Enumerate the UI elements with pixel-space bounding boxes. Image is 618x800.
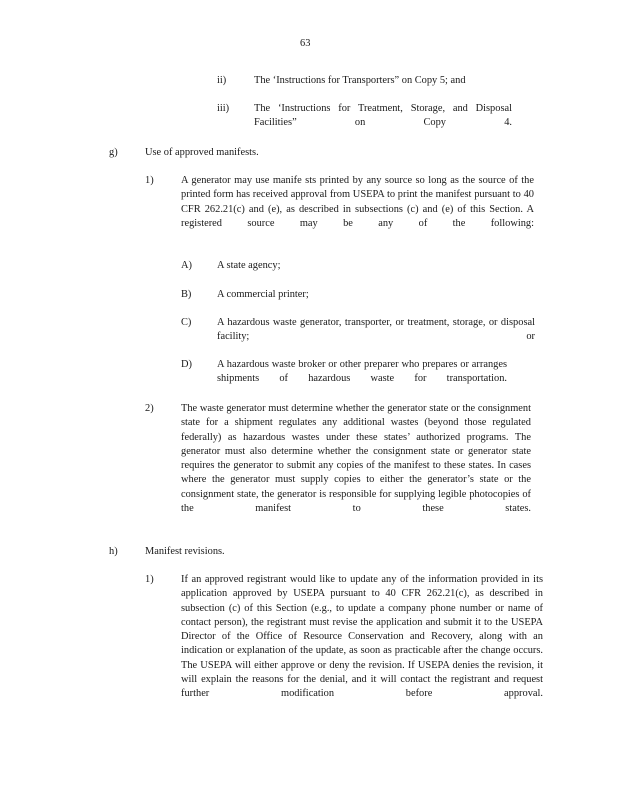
paragraph-label-h1: 1) (145, 574, 154, 585)
list-label-c: C) (181, 317, 192, 328)
section-label-h: h) (109, 546, 118, 557)
section-heading-g: Use of approved manifests. (145, 147, 259, 158)
list-label-a: A) (181, 260, 192, 271)
list-text-b: A commercial printer; (217, 289, 309, 300)
item-text-iii: The ‘Instructions for Treatment, Storage, and Disposal Facilities” on Copy 4. (254, 103, 512, 129)
section-label-g: g) (109, 147, 118, 158)
list-text-d: A hazardous waste broker or other preparer who prepares or arranges shipments of hazardous waste for transportation. (217, 359, 507, 385)
paragraph-label-g2: 2) (145, 403, 154, 414)
item-label-iii: iii) (217, 103, 230, 114)
paragraph-text-h1: If an approved registrant would like to update any of the information provided in its application approved by USEPA pursuant to 40 CFR 262.21(c), as described in subsection (c) of this Section (e.g., to update a company phone number or name of contact person), the registrant must revise the application and submit it to the USEPA Director of the Office of Resource Conservation and Recovery, along with an indication or explanation of the update, as soon as practicable after the change occurs. The USEPA will either approve or deny the revision. If USEPA denies the revision, it will explain the reasons for the denial, and it will contact the registrant and request further modification before approval. (181, 574, 543, 700)
section-heading-h: Manifest revisions. (145, 546, 225, 557)
paragraph-label-g1: 1) (145, 175, 154, 186)
list-text-c: A hazardous waste generator, transporter, or treatment, storage, or disposal facility; or (217, 317, 535, 343)
list-text-a: A state agency; (217, 260, 281, 271)
paragraph-text-g2: The waste generator must determine whether the generator state or the consignment state for a shipment regulates any additional wastes (beyond those regulated federally) as hazardous wastes under these states’ authorized programs. The generator must also determine whether the consignment state or generator state requires the generator to submit any copies of the manifest to these states. In cases where the generator must supply copies to either the generator’s state or the consignment state, the generator is responsible for supplying legible photocopies of the manifest to these states. (181, 403, 531, 515)
list-label-b: B) (181, 289, 192, 300)
list-label-d: D) (181, 359, 192, 370)
item-text-ii: The ‘Instructions for Transporters” on Copy 5; and (254, 75, 466, 86)
paragraph-text-g1: A generator may use manife sts printed by any source so long as the source of the printed form has received approval from USEPA to print the manifest pursuant to 40 CFR 262.21(c) and (e), as described in subsections (c) and (e) of this Section. A registered source may be any of the following: (181, 175, 534, 229)
item-label-ii: ii) (217, 75, 227, 86)
page-number: 63 (300, 38, 311, 49)
